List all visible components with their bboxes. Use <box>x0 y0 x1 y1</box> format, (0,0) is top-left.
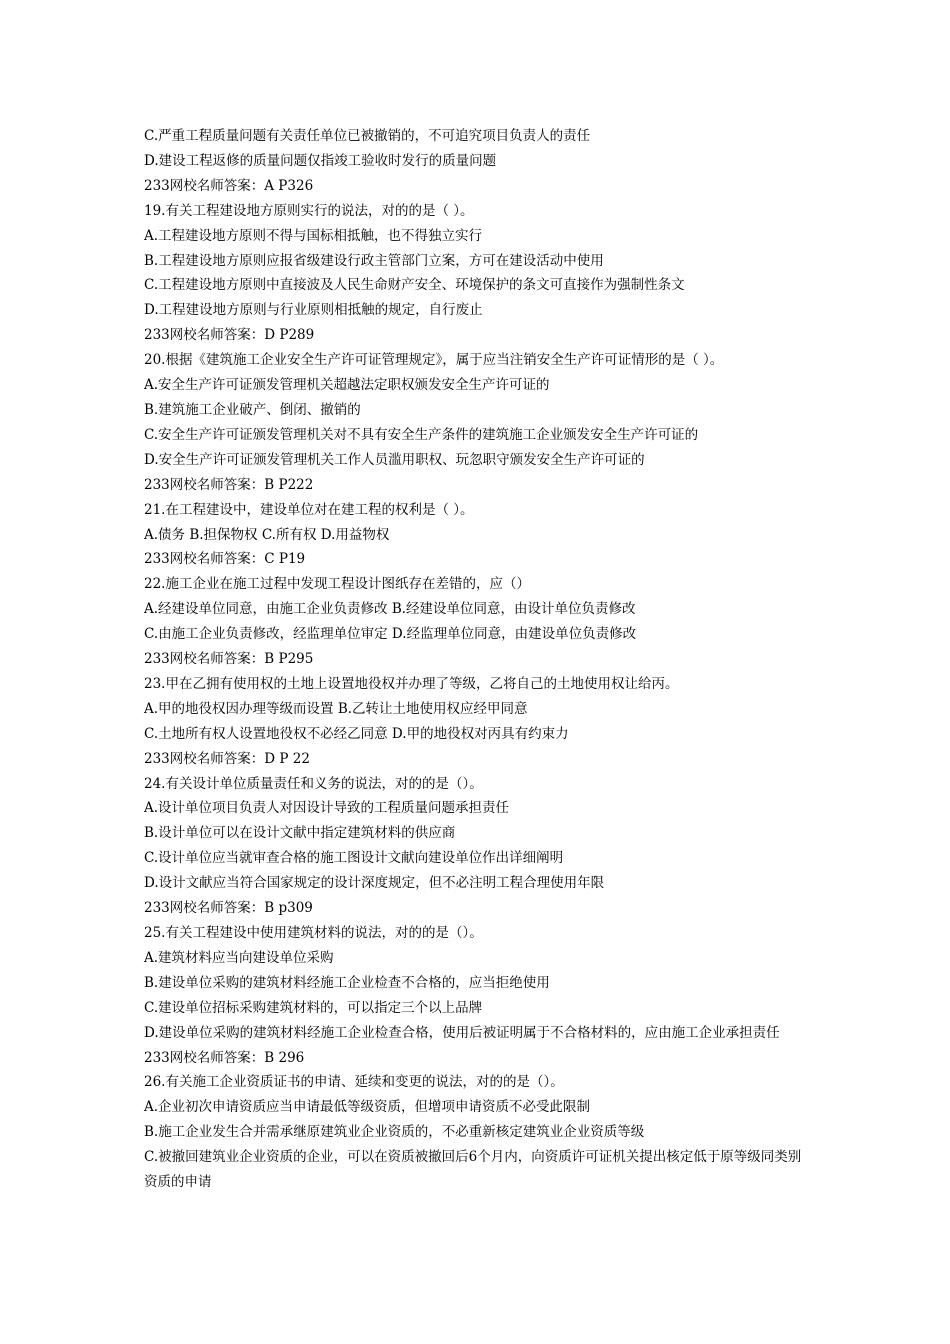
options-ab-line: A.甲的地役权因办理等级而设置 B.乙转让土地使用权应经甲同意 <box>144 700 528 717</box>
option-c-line: C.建设单位招标采购建筑材料的，可以指定三个以上品牌 <box>144 999 483 1016</box>
options-ab-line: A.经建设单位同意，由施工企业负责修改 B.经建设单位同意，由设计单位负责修改 <box>144 601 636 618</box>
option-d-line: D.安全生产许可证颁发管理机关工作人员滥用职权、玩忽职守颁发安全生产许可证的 <box>144 451 645 468</box>
question-21: 21.在工程建设中，建设单位对在建工程的权利是（ ）。 <box>144 501 474 518</box>
question-20: 20.根据《建筑施工企业安全生产许可证管理规定》，属于应当注销安全生产许可证情形的是（ ）。 <box>144 352 724 369</box>
question-26: 26.有关施工企业资质证书的申请、延续和变更的说法，对的的是（）。 <box>144 1074 564 1091</box>
option-d-line: D.设计文献应当符合国家规定的设计深度规定，但不必注明工程合理使用年限 <box>144 875 605 892</box>
question-24: 24.有关设计单位质量责任和义务的说法，对的的是（）。 <box>144 775 483 792</box>
answer-line: 233网校名师答案：B P222 <box>144 476 314 493</box>
question-23: 23.甲在乙拥有使用权的土地上设置地役权并办理了等级，乙将自己的土地使用权让给丙。 <box>144 675 679 692</box>
option-b-line: B.建筑施工企业破产、倒闭、撤销的 <box>144 401 361 418</box>
question-22: 22.施工企业在施工过程中发现工程设计图纸存在差错的，应（） <box>144 576 530 593</box>
option-a-line: A.建筑材料应当向建设单位采购 <box>144 949 334 966</box>
answer-line: 233网校名师答案：B 296 <box>144 1049 305 1066</box>
document-body <box>144 124 814 1195</box>
answer-line: 233网校名师答案：D P 22 <box>144 750 310 767</box>
options-line: A.债务 B.担保物权 C.所有权 D.用益物权 <box>144 526 390 543</box>
answer-line: 233网校名师答案：D P289 <box>144 327 315 344</box>
answer-line: 233网校名师答案：C P19 <box>144 551 306 568</box>
option-d-line: D.建设工程返修的质量问题仅指竣工验收时发行的质量问题 <box>144 152 497 169</box>
question-25: 25.有关工程建设中使用建筑材料的说法，对的的是（）。 <box>144 925 483 941</box>
option-d-line: D.工程建设地方原则与行业原则相抵触的规定，自行废止 <box>144 302 483 319</box>
option-b-line: B.施工企业发生合并需承继原建筑业企业资质的，不必重新核定建筑业企业资质等级 <box>144 1124 645 1141</box>
option-c-line: C.安全生产许可证颁发管理机关对不具有安全生产条件的建筑施工企业颁发安全生产许可证的 <box>144 426 699 443</box>
option-b-line: B.工程建设地方原则应报省级建设行政主管部门立案，方可在建设活动中使用 <box>144 252 604 269</box>
option-a-line: A.设计单位项目负责人对因设计导致的工程质量问题承担责任 <box>144 800 510 817</box>
option-d-line: D.建设单位采购的建筑材料经施工企业检查合格，使用后被证明属于不合格材料的，应由施工企业承担责任 <box>144 1024 780 1041</box>
answer-line: 233网校名师答案：B P295 <box>144 651 314 668</box>
option-c-line: C.工程建设地方原则中直接波及人民生命财产安全、环境保护的条文可直接作为强制性条文 <box>144 277 685 294</box>
options-cd-line: C.由施工企业负责修改，经监理单位审定 D.经监理单位同意，由建设单位负责修改 <box>144 626 637 643</box>
option-c-line: C.被撤回建筑业企业资质的企业，可以在资质被撤回后6个月内，向资质许可证机关提出核定低于原等级同类别资质的申请 <box>144 1149 802 1191</box>
option-c-line: C.严重工程质量问题有关责任单位已被撤销的，不可追究项目负责人的责任 <box>144 128 591 144</box>
option-b-line: B.建设单位采购的建筑材料经施工企业检查不合格的，应当拒绝使用 <box>144 974 550 991</box>
options-cd-line: C.土地所有权人设置地役权不必经乙同意 D.甲的地役权对丙具有约束力 <box>144 725 569 742</box>
answer-line: 233网校名师答案：B p309 <box>144 900 313 917</box>
question-19: 19.有关工程建设地方原则实行的说法，对的的是（ ）。 <box>144 202 474 219</box>
option-a-line: A.工程建设地方原则不得与国标相抵触，也不得独立实行 <box>144 227 483 244</box>
option-a-line: A.安全生产许可证颁发管理机关超越法定职权颁发安全生产许可证的 <box>144 377 550 394</box>
option-c-line: C.设计单位应当就审查合格的施工图设计文献向建设单位作出详细阐明 <box>144 850 564 867</box>
option-a-line: A.企业初次申请资质应当申请最低等级资质，但增项申请资质不必受此限制 <box>144 1099 591 1116</box>
option-b-line: B.设计单位可以在设计文献中指定建筑材料的供应商 <box>144 825 456 842</box>
answer-line: 233网校名师答案：A P326 <box>144 177 314 194</box>
